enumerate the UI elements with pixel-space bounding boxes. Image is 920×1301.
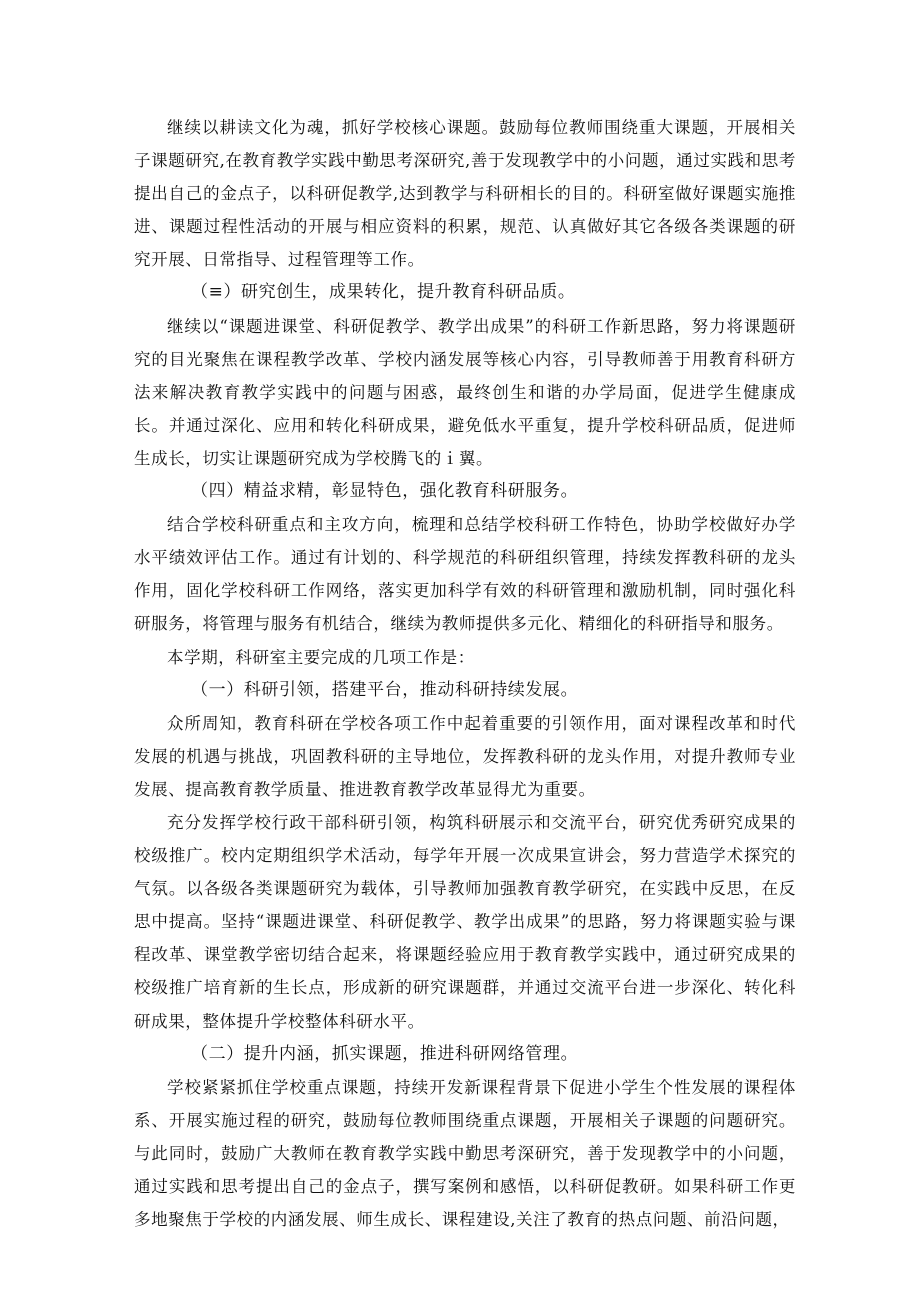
paragraph-research-service: 结合学校科研重点和主攻方向，梳理和总结学校科研工作特色，协助学校做好办学水平绩效评估工作。通过有计划的、科学规范的科研组织管理，持续发挥教科研的龙头作用，固化学校科研工作网络，落实更加科学有效的科研管理和激励机制，同时强化科研服务，将管理与服务有机结合，继续为教师提供多元化、精细化的科研指导和服务。 [134,515,796,634]
paragraph-core-topic: 继续以耕读文化为魂，抓好学校核心课题。鼓励每位教师围绕重大课题，开展相关子课题研究,在教育教学实践中勤思考深研究,善于发现教学中的小问题，通过实践和思考提出自己的金点子，以科研促教学,达到教学与科研相长的目的。科研室做好课题实施推进、课题过程性活动的开展与相应资料的积累，规范、认真做好其它各级各类课题的研究开展、日常指导、过程管理等工作。 [134,118,796,270]
paragraph-research-leadership: 众所周知，教育科研在学校各项工作中起着重要的引领作用，面对课程改革和时代发展的机遇与挑战，巩固教科研的主导地位，发挥教科研的龙头作用，对提升教师专业发展、提高教育教学质量、推进教育教学改革显得尤为重要。 [134,713,796,799]
paragraph-network-management: 学校紧紧抓住学校重点课题，持续开发新课程背景下促进小学生个性发展的课程体系、开展实施过程的研究，鼓励每位教师围绕重点课题，开展相关子课题的问题研究。与此同时，鼓励广大教师在教育教学实践中勤思考深研究，善于发现教学中的小问题，通过实践和思考提出自己的金点子，撰写案例和感悟，以科研促教研。如果科研工作更多地聚焦于学校的内涵发展、师生成长、课程建设,关注了教育的热点问题、前沿问题， [134,1077,796,1230]
paragraph-platform: 充分发挥学校行政干部科研引领，构筑科研展示和交流平台，研究优秀研究成果的校级推广。校内定期组织学术活动，每学年开展一次成果宣讲会，努力营造学术探究的气氛。以各级各类课题研究为载体，引导教师加强教育教学研究，在实践中反思，在反思中提高。坚持“课题进课堂、科研促教学、教学出成果”的思路，努力将课题实验与课程改革、课堂教学密切结合起来，将课题经验应用于教育教学实践中，通过研究成果的校级推广培育新的生长点，形成新的研究课题群，并通过交流平台进一步深化、转化科研成果，整体提升学校整体科研水平。 [134,812,796,1031]
section-heading-4: （四）精益求精，彰显特色，强化教育科研服务。 [191,481,579,502]
document-page [134,111,796,1236]
section-heading-1: （一）科研引领，搭建平台，推动科研持续发展。 [191,679,579,700]
section-heading-2: （二）提升内涵，抓实课题，推进科研网络管理。 [191,1043,579,1064]
section-heading-3: （≡）研究创生，成果转化，提升教育科研品质。 [191,282,576,303]
paragraph-research-results: 继续以“课题进课堂、科研促教学、教学出成果”的科研工作新思路，努力将课题研究的目光聚焦在课程教学改革、学校内涵发展等核心内容，引导教师善于用教育科研方法来解决教育教学实践中的问题与困惑，最终创生和谐的办学局面，促进学生健康成长。并通过深化、应用和转化科研成果，避免低水平重复，提升学校科研品质，促进师生成长，切实让课题研究成为学校腾飞的ｉ翼。 [134,316,796,468]
paragraph-semester-intro: 本学期，科研室主要完成的几项工作是： [167,647,475,667]
